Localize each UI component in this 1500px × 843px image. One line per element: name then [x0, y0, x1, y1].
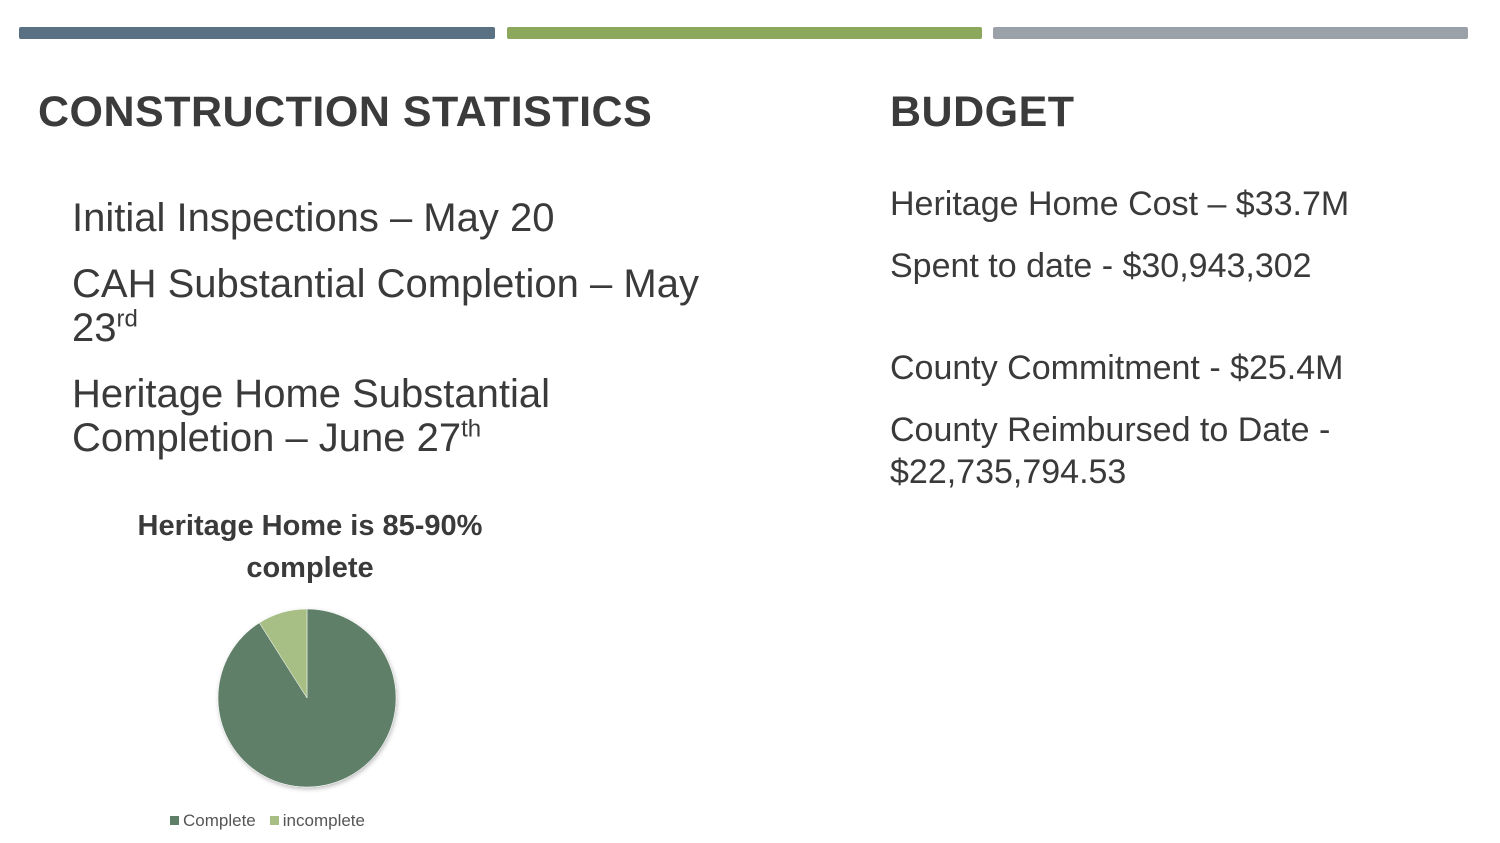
stat-text: CAH Substantial Completion – May 23 [72, 262, 699, 350]
accent-bar-green [507, 27, 982, 39]
legend-swatch [170, 816, 179, 825]
stat-cah-completion [72, 262, 712, 350]
legend-entry-complete [170, 811, 256, 831]
pie-slices [218, 609, 396, 787]
ordinal-suffix: th [461, 415, 482, 443]
legend-label: incomplete [282, 811, 365, 830]
budget-spent-to-date: Spent to date - $30,943,302 [890, 247, 1312, 285]
chart-title: Heritage Home is 85-90% complete [137, 510, 483, 584]
ordinal-suffix: rd [116, 305, 138, 333]
pie-chart-svg [80, 505, 540, 805]
stat-text: Initial Inspections – May 20 [72, 196, 555, 240]
budget-county-reimbursed: County Reimbursed to Date - $22,735,794.53 [890, 411, 1331, 491]
budget-county-commitment: County Commitment - $25.4M [890, 349, 1344, 387]
budget-heritage-home-cost: Heritage Home Cost – $33.7M [890, 185, 1350, 223]
completion-pie-chart [80, 505, 540, 835]
accent-bar-blue [19, 27, 495, 39]
legend-swatch [270, 816, 279, 825]
legend-entry-incomplete [270, 811, 365, 831]
budget-heading: BUDGET [890, 88, 1075, 136]
stat-text: Heritage Home Substantial Completion – June 27 [72, 372, 551, 460]
legend-label: Complete [183, 811, 256, 830]
chart-legend [170, 811, 379, 831]
budget-list [890, 183, 1470, 513]
stat-heritage-home-completion [72, 372, 712, 460]
construction-statistics-list [72, 196, 712, 482]
construction-statistics-heading: CONSTRUCTION STATISTICS [38, 88, 653, 136]
stat-initial-inspections [72, 196, 712, 240]
accent-bar-gray [993, 27, 1468, 39]
